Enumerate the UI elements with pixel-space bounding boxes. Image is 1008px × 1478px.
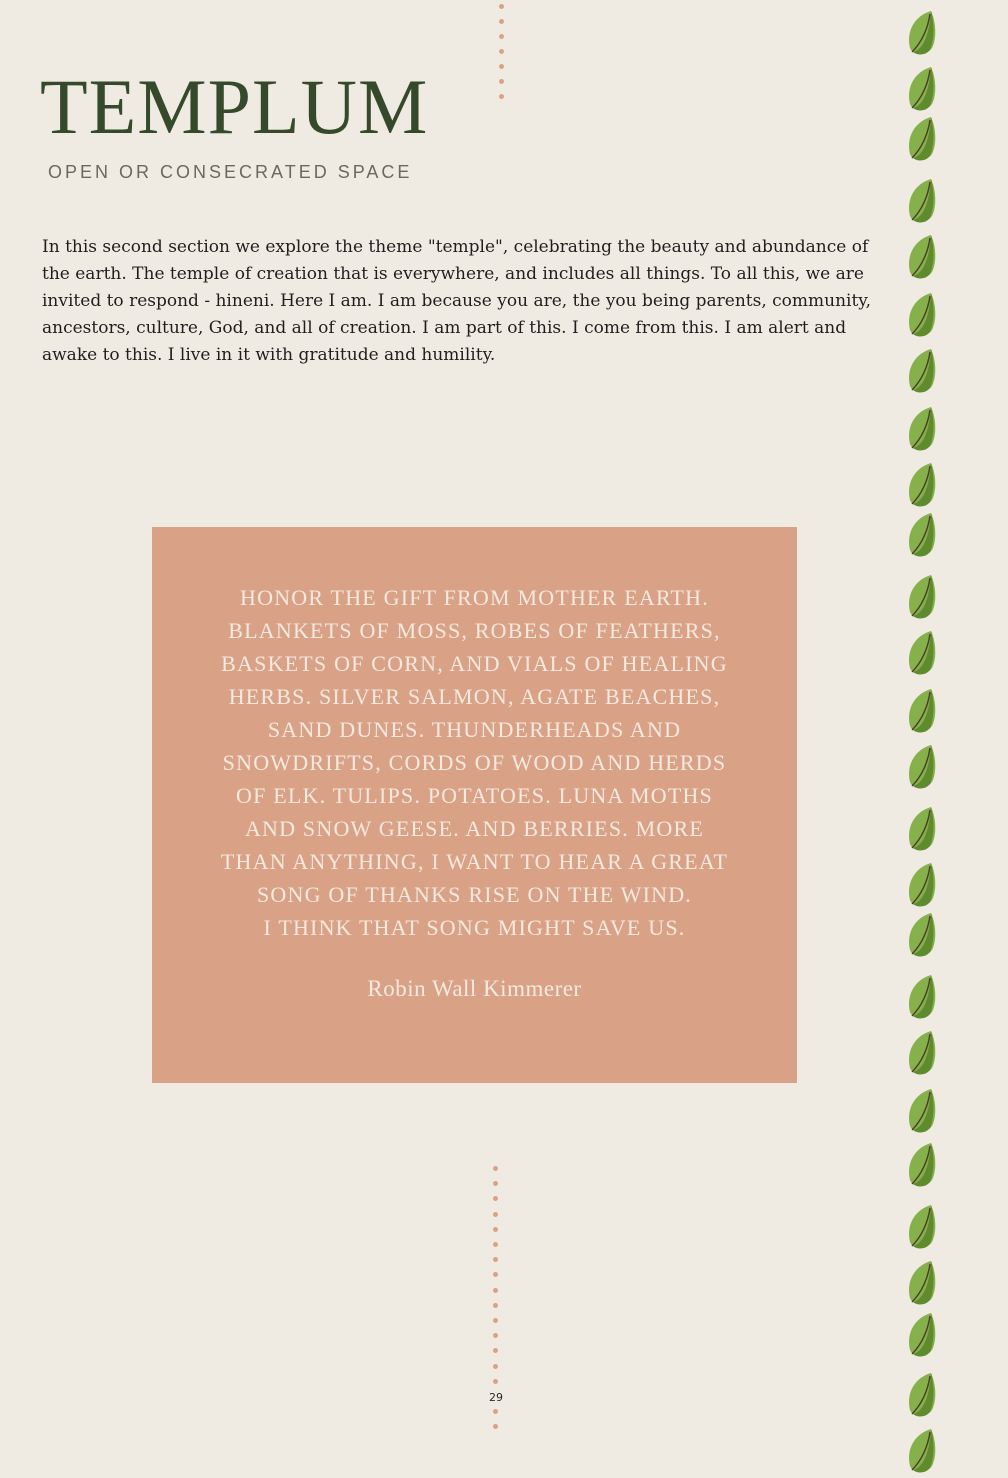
leaf-icon [904,290,938,342]
leaf-icon [904,686,938,738]
divider-dot [493,1409,498,1414]
leaf-icon [904,176,938,228]
leaf-icon [904,346,938,398]
page-subtitle: OPEN OR CONSECRATED SPACE [48,162,413,182]
leaf-icon [904,114,938,166]
leaf-icon [904,1202,938,1254]
quote-author: Robin Wall Kimmerer [367,976,582,1001]
leaf-icon [904,64,938,116]
dotted-divider-top [499,4,505,104]
divider-dot [493,1364,498,1369]
leaf-icon [904,510,938,562]
leaf-icon [904,742,938,794]
quote-line: SONG OF THANKS RISE ON THE WIND. [256,882,693,907]
page-title: TEMPLUM [40,63,429,150]
leaf-icon [904,8,938,60]
leaf-icon [904,910,938,962]
leaf-border [900,0,944,1440]
divider-dot [493,1227,498,1232]
divider-dot [499,64,504,69]
divider-dot [493,1166,498,1171]
leaf-icon [904,404,938,456]
quote-line: I THINK THAT SONG MIGHT SAVE US. [263,915,686,940]
divider-dot [493,1257,498,1262]
leaf-icon [904,572,938,624]
quote-line: HONOR THE GIFT FROM MOTHER EARTH. [240,585,709,610]
divider-dot [493,1318,498,1323]
divider-dot [493,1212,498,1217]
leaf-icon [904,1028,938,1080]
leaf-icon [904,1426,938,1478]
divider-dot [493,1333,498,1338]
divider-dot [493,1424,498,1429]
quote-text [195,581,755,944]
divider-dot [499,4,504,9]
divider-dot [493,1379,498,1384]
leaf-icon [904,1140,938,1192]
quote-line: SNOWDRIFTS, CORDS OF WOOD AND HERDS [222,750,727,775]
divider-dot [499,94,504,99]
intro-paragraph: In this second section we explore the theme "temple", celebrating the beauty and abundance of the earth. The temple of creation that is everywhere, and includes all things. To all this, we are invited to respond - hineni. Here I am. I am because you are, the you being parents, community, ancestors, culture, God, and all of creation. I am part of this. I come from this. I am alert and awake to this. I live in it with gratitude and humility. [42,237,872,365]
page-number: 29 [480,1391,512,1404]
quote-line: AND SNOW GEESE. AND BERRIES. MORE [244,816,705,841]
quote-line: OF ELK. TULIPS. POTATOES. LUNA MOTHS [235,783,713,808]
divider-dot [493,1288,498,1293]
divider-dot [493,1181,498,1186]
leaf-icon [904,460,938,512]
leaf-icon [904,1258,938,1310]
leaf-icon [904,232,938,284]
divider-dot [493,1348,498,1353]
divider-dot [493,1242,498,1247]
leaf-icon [904,1086,938,1138]
quote-line: THAN ANYTHING, I WANT TO HEAR A GREAT [220,849,729,874]
leaf-icon [904,628,938,680]
quote-line: BASKETS OF CORN, AND VIALS OF HEALING [221,651,728,676]
quote-line: SAND DUNES. THUNDERHEADS AND [267,717,682,742]
quote-line: HERBS. SILVER SALMON, AGATE BEACHES, [228,684,721,709]
divider-dot [493,1196,498,1201]
divider-dot [499,49,504,54]
quote-line: BLANKETS OF MOSS, ROBES OF FEATHERS, [228,618,721,643]
leaf-icon [904,1370,938,1422]
leaf-icon [904,1310,938,1362]
divider-dot [493,1303,498,1308]
divider-dot [499,34,504,39]
leaf-icon [904,860,938,912]
leaf-icon [904,804,938,856]
divider-dot [493,1272,498,1277]
divider-dot [499,19,504,24]
quote-box [152,527,797,1083]
leaf-icon [904,972,938,1024]
divider-dot [499,79,504,84]
